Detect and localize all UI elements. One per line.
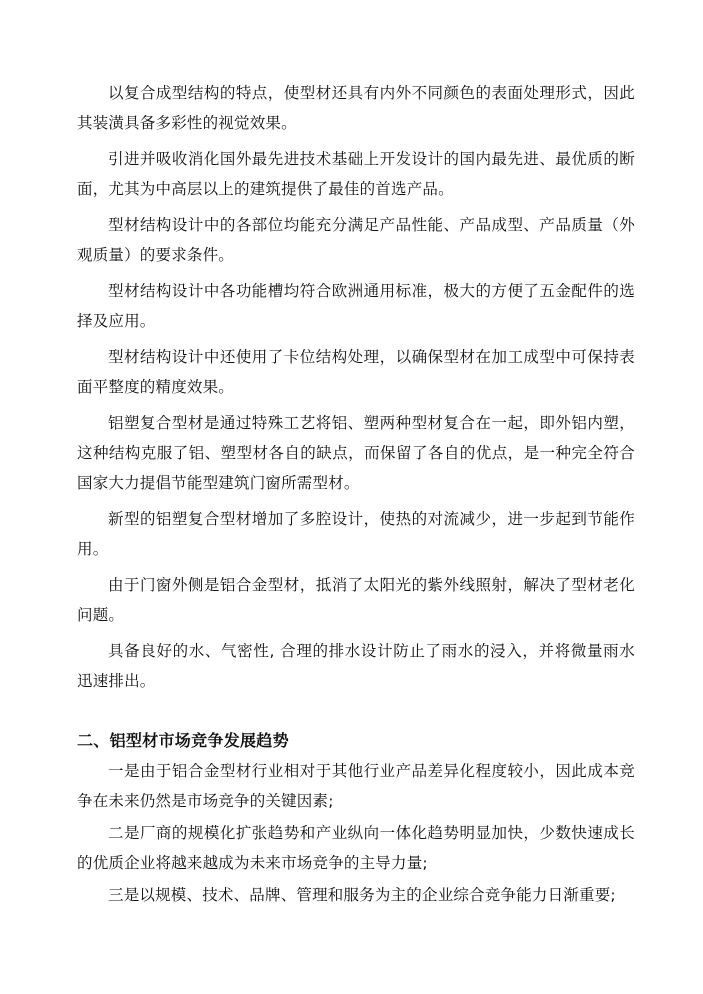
trend-item-cost: 一是由于铝合金型材行业相对于其他行业产品差异化程度较小，因此成本竞争在未来仍然是市场竞争的关键因素; bbox=[77, 762, 635, 810]
paragraph-aluminum-plastic-composite: 铝塑复合型材是通过特殊工艺将铝、塑两种型材复合在一起，即外铝内塑，这种结构克服了铝、塑型材各自的缺点，而保留了各自的优点，是一种完全符合国家大力提倡节能型建筑门窗所需型材。 bbox=[77, 414, 635, 492]
paragraph-european-standard: 型材结构设计中各功能槽均符合欧洲通用标准，极大的方便了五金配件的选择及应用。 bbox=[77, 282, 635, 330]
paragraph-advanced-technology: 引进并吸收消化国外最先进技术基础上开发设计的国内最先进、最优质的断面，尤其为中高层以上的建筑提供了最佳的首选产品。 bbox=[77, 150, 635, 198]
paragraph-composite-structure: 以复合成型结构的特点，使型材还具有内外不同颜色的表面处理形式，因此其装潢具备多彩性的视觉效果。 bbox=[77, 84, 635, 132]
section-body bbox=[77, 756, 635, 910]
document-content bbox=[77, 78, 635, 912]
paragraph-uv-resistance: 由于门窗外侧是铝合金型材，抵消了太阳光的紫外线照射，解决了型材老化问题。 bbox=[77, 576, 635, 624]
section-heading: 二、铝型材市场竞争发展趋势 bbox=[77, 731, 289, 750]
trend-item-competitiveness: 三是以规模、技术、品牌、管理和服务为主的企业综合竞争能力日渐重要; bbox=[108, 886, 616, 904]
paragraph-multi-cavity: 新型的铝塑复合型材增加了多腔设计，使热的对流减少，进一步起到节能作用。 bbox=[77, 510, 635, 558]
paragraph-structure-requirements: 型材结构设计中的各部位均能充分满足产品性能、产品成型、产品质量（外观质量）的要求条件。 bbox=[77, 216, 635, 264]
trend-item-scale: 二是厂商的规模化扩张趋势和产业纵向一体化趋势明显加快，少数快速成长的优质企业将越来越成为未来市场竞争的主导力量; bbox=[77, 824, 635, 872]
paragraph-clip-structure: 型材结构设计中还使用了卡位结构处理，以确保型材在加工成型中可保持表面平整度的精度效果。 bbox=[77, 348, 635, 396]
paragraph-water-airtightness: 具备良好的水、气密性, 合理的排水设计防止了雨水的浸入，并将微量雨水迅速排出。 bbox=[77, 642, 635, 690]
